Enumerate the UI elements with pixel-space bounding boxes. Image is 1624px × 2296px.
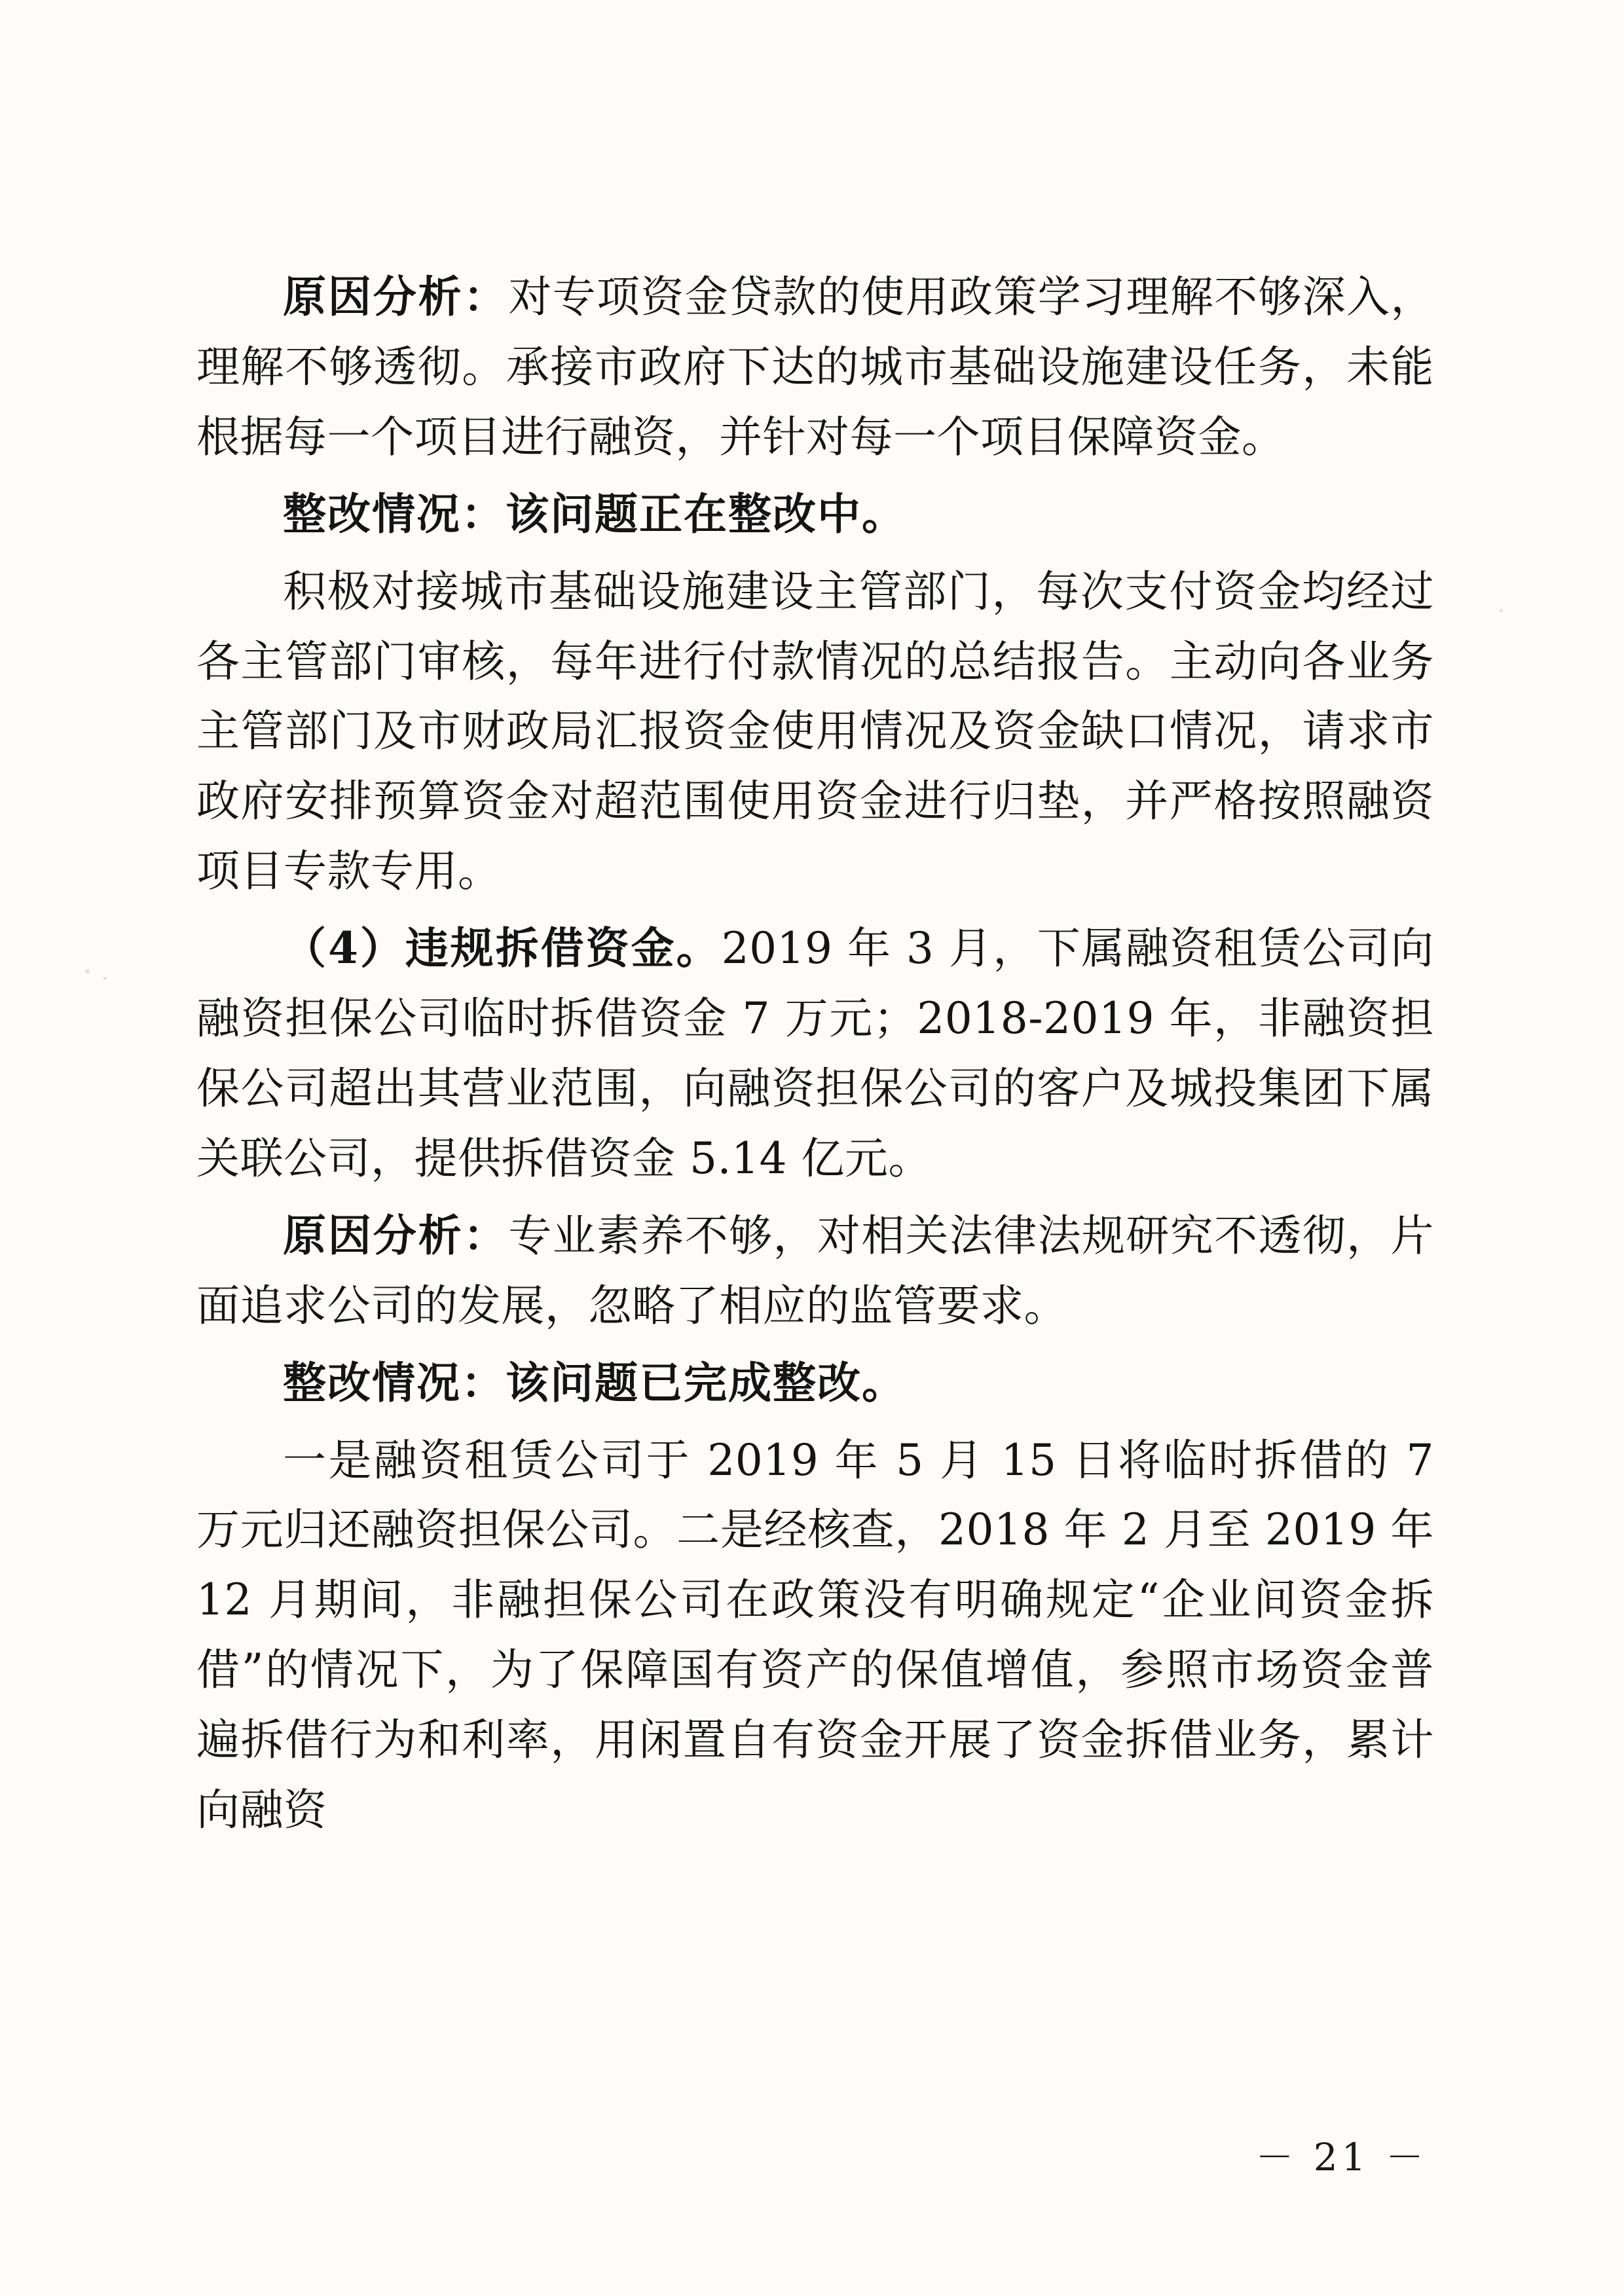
page-body [196, 262, 1434, 1852]
paragraph-text: 2019 年 3 月，下属融资租赁公司向融资担保公司临时拆借资金 7 万元；2018-2019 年，非融资担保公司超出其营业范围，向融资担保公司的客户及城投集团下属关联公司，提供拆借资金 5.14 亿元。 [196, 923, 1434, 1184]
paragraph-lead: 原因分析： [283, 271, 509, 322]
paragraph-text: 一是融资租赁公司于 2019 年 5 月 15 日将临时拆借的 7 万元归还融资担保公司。二是经核查，2018 年 2 月至 2019 年 12 月期间，非融担保公司在政策没有明确规定“企业间资金拆借”的情况下，为了保障国有资产的保值增值，参照市场资金普遍拆借行为和利率，用闲置自有资金开展了资金拆借业务，累计向融资 [196, 1434, 1434, 1836]
paragraph-lead: 原因分析： [283, 1209, 509, 1261]
page-number: － 21 － [1255, 2135, 1428, 2179]
paragraph-reason-analysis-2 [196, 1201, 1434, 1341]
paragraph-reason-analysis-1 [196, 262, 1434, 473]
paragraph-text: 积极对接城市基础设施建设主管部门，每次支付资金均经过各主管部门审核，每年进行付款情况的总结报告。主动向各业务主管部门及市财政局汇报资金使用情况及资金缺口情况，请求市政府安排预算资金对超范围使用资金进行归垫，并严格按照融资项目专款专用。 [196, 566, 1434, 897]
paragraph-rectification-status-2 [196, 1348, 1434, 1419]
paragraph-text: 对专项资金贷款的使用政策学习理解不够深入，理解不够透彻。承接市政府下达的城市基础设施建设任务，未能根据每一个项目进行融资，并针对每一个项目保障资金。 [196, 272, 1435, 462]
paragraph-rectification-detail-2 [196, 1425, 1434, 1846]
paragraph-lead: （4）违规拆借资金。 [283, 922, 722, 974]
paragraph-rectification-status-1 [196, 479, 1434, 550]
paragraph-text: 专业素养不够，对相关法律法规研究不透彻，片面追求公司的发展，忽略了相应的监管要求。 [196, 1210, 1435, 1331]
paragraph-lead: 整改情况：该问题正在整改中。 [283, 488, 906, 539]
paper-speck [1500, 609, 1503, 612]
paragraph-item-4 [196, 913, 1434, 1194]
paper-speck [103, 977, 107, 980]
paragraph-lead: 整改情况：该问题已完成整改。 [283, 1357, 906, 1408]
paragraph-rectification-detail-1 [196, 556, 1434, 907]
paper-speck [85, 969, 90, 974]
